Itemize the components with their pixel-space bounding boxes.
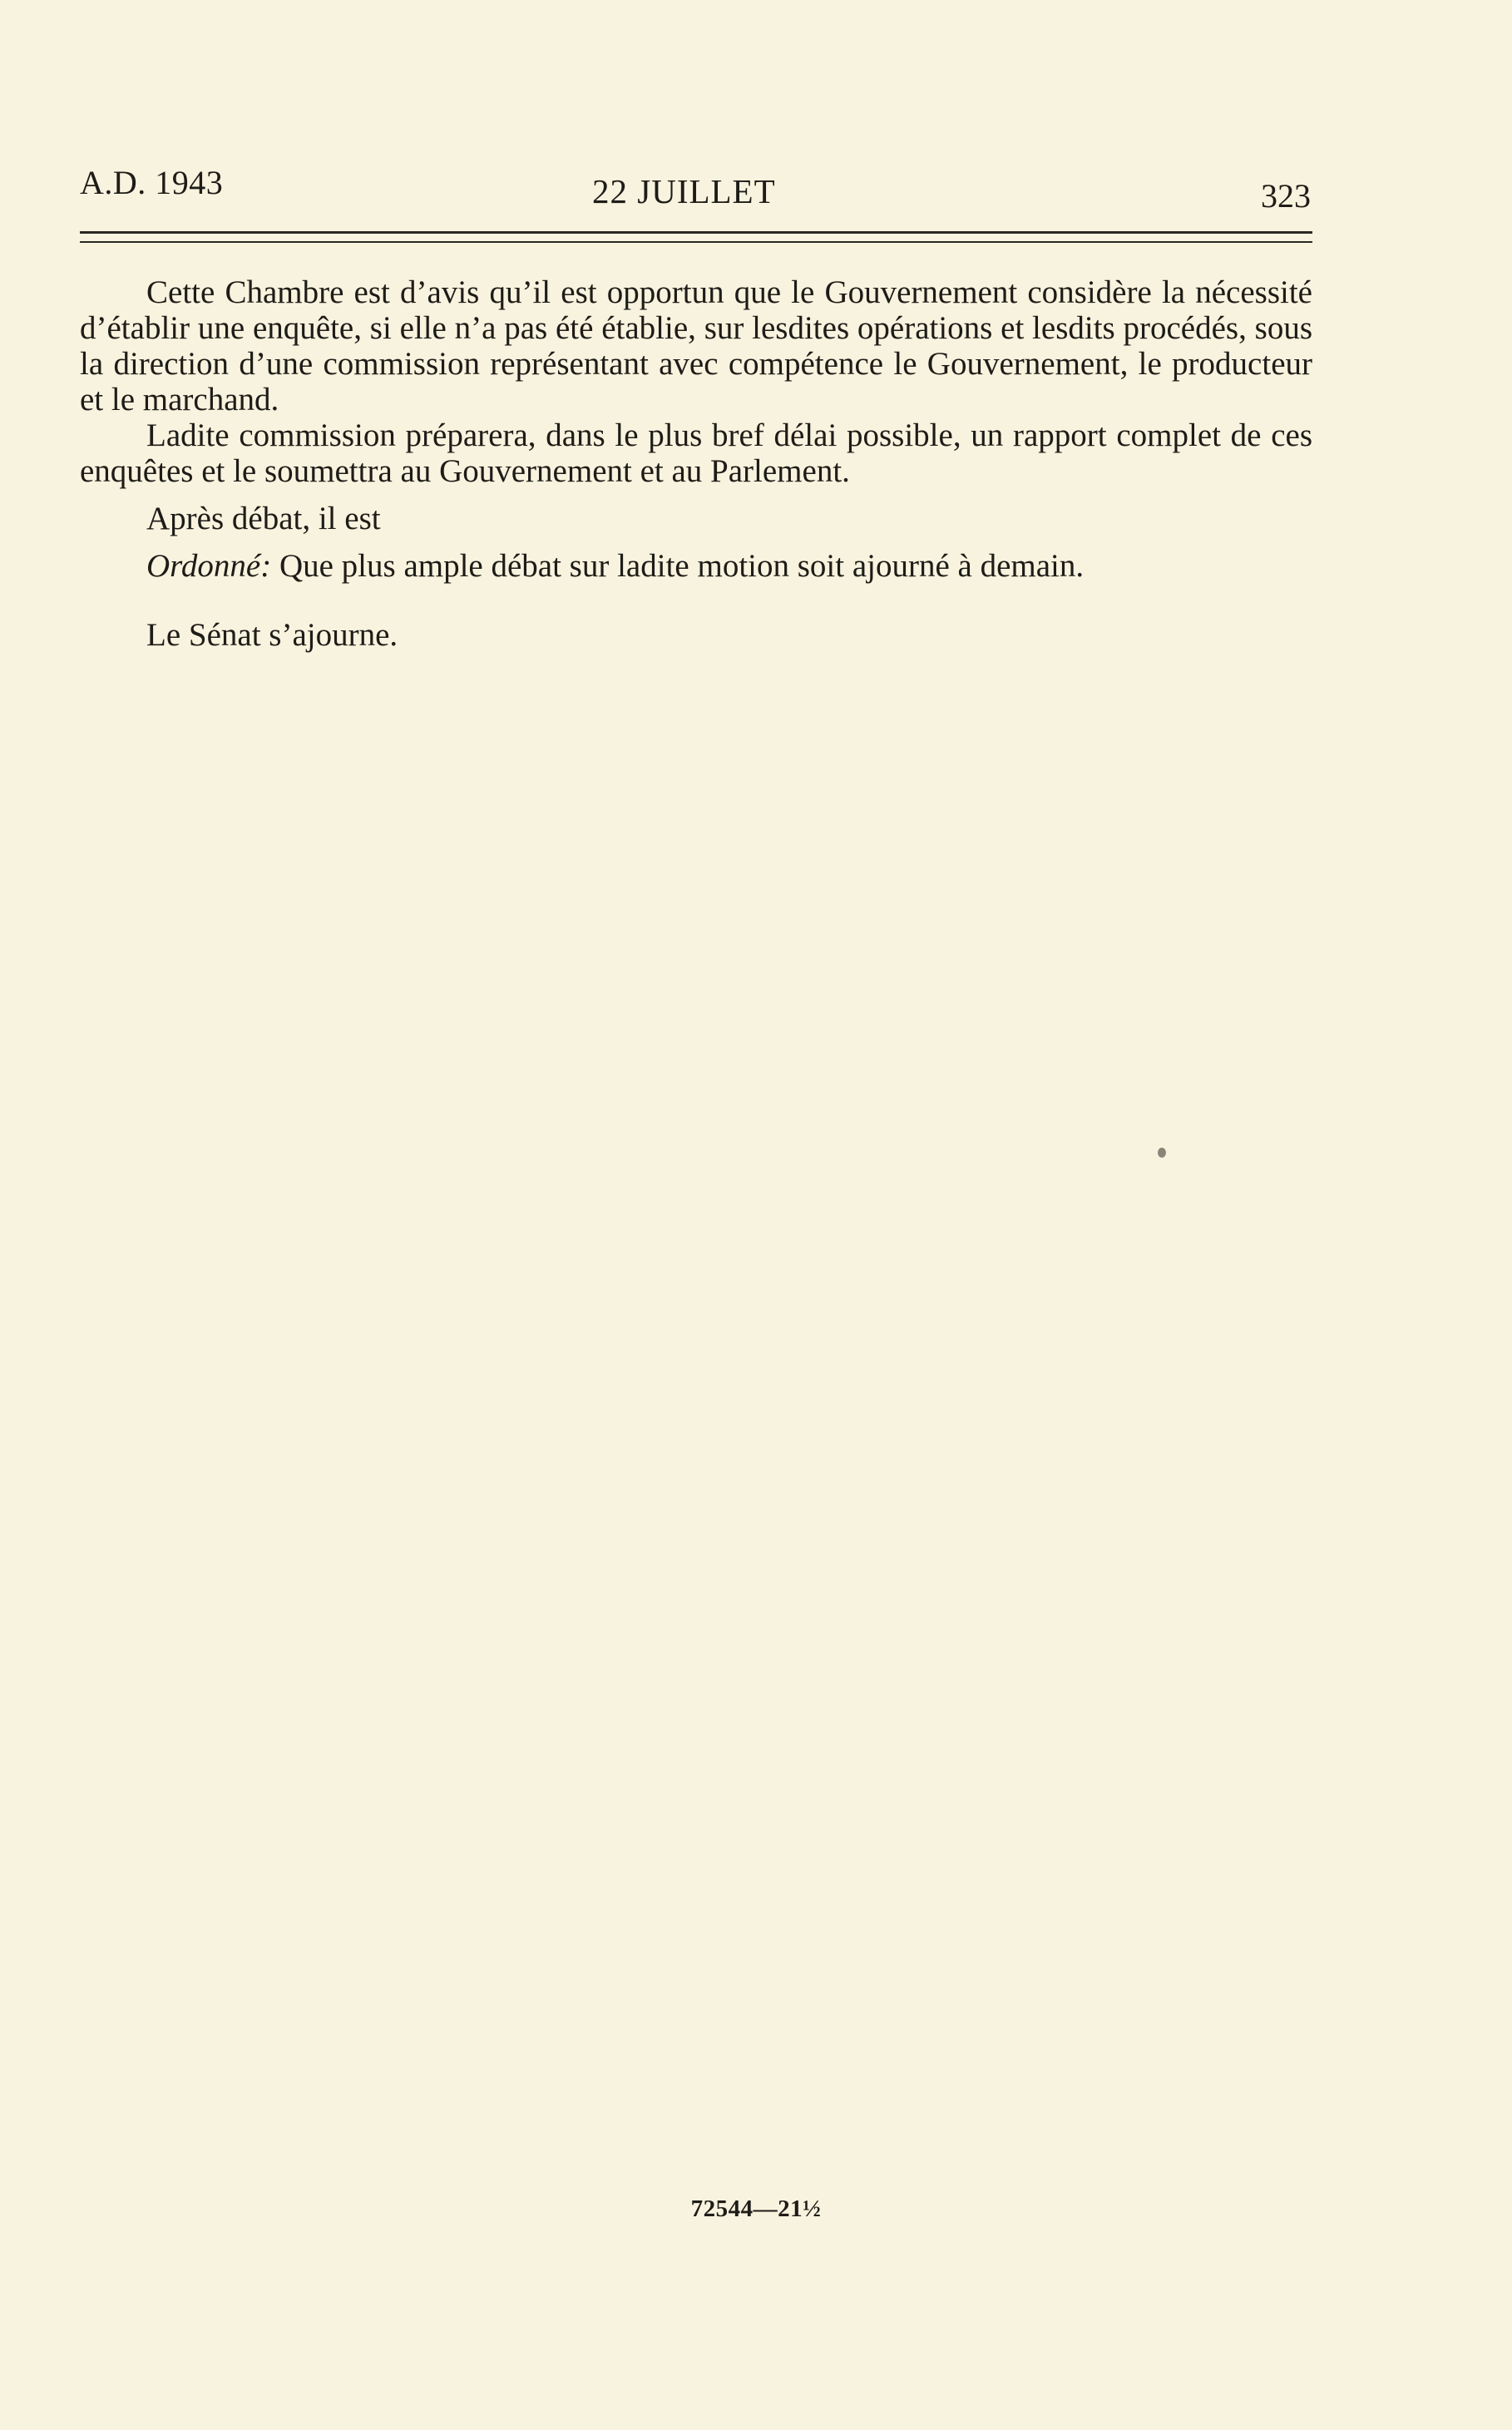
- ordered-label: Ordonné:: [146, 548, 272, 584]
- paragraph-ordered: [80, 548, 1312, 584]
- paragraph-commission: Ladite commission préparera, dans le plus bref délai possible, un rapport complet de ces enquêtes et le soumettra au Gouvernement et au Parlement.: [80, 417, 1312, 489]
- paragraph-adjourn: Le Sénat s’ajourne.: [146, 617, 398, 653]
- header-rule-bottom: [80, 241, 1312, 243]
- paragraph-after-debate: Après débat, il est: [146, 501, 381, 536]
- header-date: 22 JUILLET: [592, 172, 776, 210]
- body-text: [80, 274, 1312, 653]
- paragraph-motion: Cette Chambre est d’avis qu’il est opportun que le Gouvernement considère la nécessité d’établir une enquête, si elle n’a pas été établie, sur lesdites opérations et lesdits procédés, sous la direction d’une commission représentant avec compétence le Gouvernement, le producteur et le marchand.: [80, 274, 1312, 417]
- header-rule-top: [80, 231, 1312, 234]
- printer-code: 72544—21½: [690, 2195, 822, 2222]
- ink-speck: [1158, 1148, 1166, 1158]
- header-year: A.D. 1943: [80, 164, 224, 201]
- page-number: 323: [1261, 177, 1311, 215]
- ordered-text: Que plus ample débat sur ladite motion soit ajourné à demain.: [271, 548, 1085, 584]
